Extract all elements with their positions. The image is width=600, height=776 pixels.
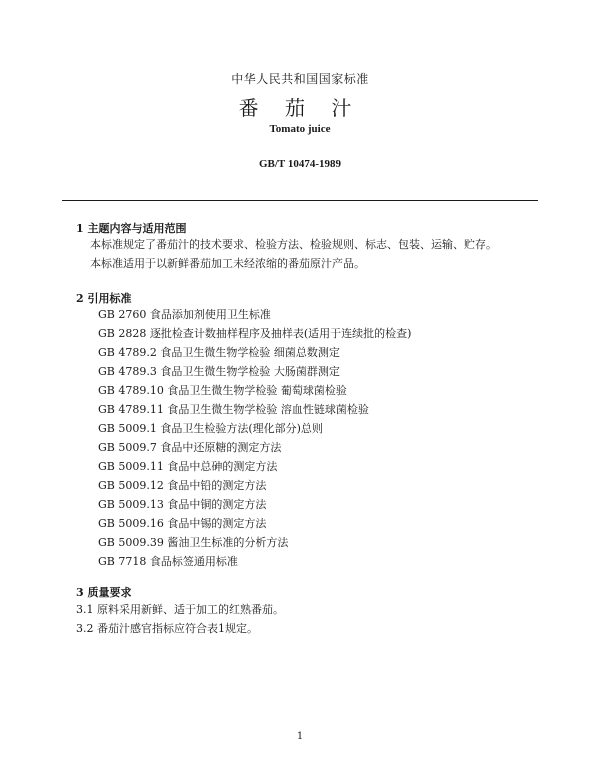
page-number: 1 bbox=[296, 731, 304, 742]
document-title-english: Tomato juice bbox=[269, 123, 331, 135]
reference-item: GB 4789.10 食品卫生微生物学检验 葡萄球菌检验 bbox=[98, 384, 347, 397]
reference-item: GB 5009.39 酱油卫生标准的分析方法 bbox=[98, 536, 289, 549]
requirement-item: 3.2 番茄汁感官指标应符合表1规定。 bbox=[76, 622, 258, 635]
reference-item: GB 7718 食品标签通用标准 bbox=[98, 555, 238, 568]
reference-item: GB 5009.7 食品中还原糖的测定方法 bbox=[98, 441, 282, 454]
section-1-heading: 1 主题内容与适用范围 bbox=[76, 222, 187, 235]
reference-item: GB 5009.12 食品中铅的测定方法 bbox=[98, 479, 267, 492]
reference-item: GB 2760 食品添加剂使用卫生标准 bbox=[98, 308, 271, 321]
requirement-item: 3.1 原料采用新鲜、适于加工的红熟番茄。 bbox=[76, 603, 284, 616]
reference-item: GB 4789.11 食品卫生微生物学检验 溶血性链球菌检验 bbox=[98, 403, 369, 416]
reference-item: GB 5009.1 食品卫生检验方法(理化部分)总则 bbox=[98, 422, 323, 435]
section-1-paragraph: 本标准适用于以新鲜番茄加工未经浓缩的番茄原汁产品。 bbox=[90, 257, 365, 270]
section-3-heading: 3 质量要求 bbox=[76, 586, 132, 599]
header-divider bbox=[62, 200, 538, 201]
document-title-chinese: 番 茄 汁 bbox=[238, 96, 362, 120]
reference-item: GB 5009.16 食品中锡的测定方法 bbox=[98, 517, 267, 530]
reference-item: GB 4789.2 食品卫生微生物学检验 细菌总数测定 bbox=[98, 346, 340, 359]
reference-item: GB 5009.11 食品中总砷的测定方法 bbox=[98, 460, 278, 473]
issuing-authority: 中华人民共和国国家标准 bbox=[231, 72, 369, 86]
reference-item: GB 2828 逐批检查计数抽样程序及抽样表(适用于连续批的检查) bbox=[98, 327, 412, 340]
standard-code: GB/T 10474-1989 bbox=[258, 158, 341, 170]
reference-item: GB 4789.3 食品卫生微生物学检验 大肠菌群测定 bbox=[98, 365, 340, 378]
section-1-paragraph: 本标准规定了番茄汁的技术要求、检验方法、检验规则、标志、包装、运输、贮存。 bbox=[90, 238, 497, 251]
section-2-heading: 2 引用标准 bbox=[76, 292, 132, 305]
reference-item: GB 5009.13 食品中铜的测定方法 bbox=[98, 498, 267, 511]
